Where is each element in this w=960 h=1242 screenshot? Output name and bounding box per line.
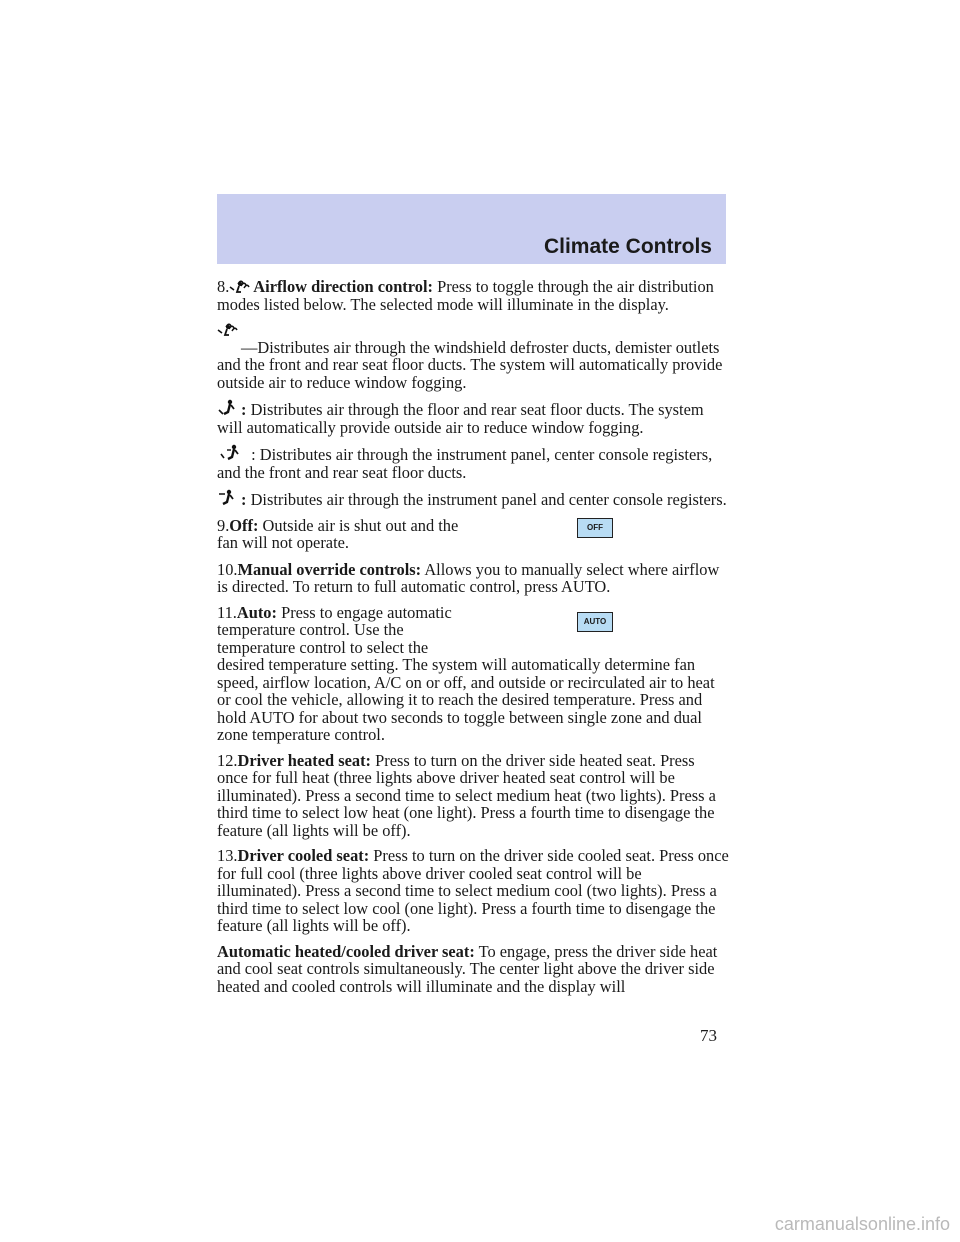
floor-icon — [217, 399, 239, 417]
off-button-illustration: OFF — [577, 518, 613, 538]
panel-icon — [217, 489, 239, 507]
item-11-text-block — [217, 604, 467, 657]
panel-floor-icon — [217, 444, 245, 462]
item-13-driver-cooled-seat — [217, 847, 729, 935]
mode-panel — [217, 489, 729, 509]
item-text: Press to toggle through the air distribution modes listed below. The selected mode will illuminate in the display. — [217, 277, 714, 314]
item-10-manual-override — [217, 561, 729, 596]
item-text: Press to turn on the driver side cooled seat. Press once for full cool (three lights above driver cooled seat control will be illuminated). Press a second time to select medium cool (two lights). Press a third time to select low cool (one light). Press a fourth time to disengage the feature (all lights will be off). — [217, 846, 729, 935]
item-text: Press to engage automatic temperature control. Use the temperature control to select the — [217, 602, 452, 657]
item-text: Allows you to manually select where airflow is directed. To return to full automatic control, press AUTO. — [217, 559, 720, 596]
item-number: 8. — [217, 277, 230, 296]
item-12-driver-heated-seat — [217, 752, 729, 840]
colon: : — [241, 400, 247, 419]
watermark: carmanualsonline.info — [774, 1214, 950, 1234]
page-number: 73 — [700, 1026, 717, 1045]
item-9-off — [217, 517, 729, 552]
item-number: 10. — [217, 559, 238, 579]
item-heading: Airflow direction control: — [253, 277, 433, 296]
mode-text: : Distributes air through the instrument panel, center console registers, and the front and rear seat floor ducts. — [217, 445, 713, 482]
item-heading: Off: — [229, 515, 259, 535]
item-9-text-block — [217, 517, 467, 552]
item-number: 13. — [217, 846, 238, 865]
auto-button-illustration: AUTO — [577, 612, 613, 632]
mode-text: —Distributes air through the windshield defroster ducts, demister outlets and the front and rear seat floor ducts. The system will automatically provide outside air to reduce window fogging. — [217, 337, 723, 392]
mode-defrost-floor — [217, 321, 729, 391]
mode-text: Distributes air through the floor and rear seat floor ducts. The system will automatically provide outside air to reduce window fogging. — [217, 400, 704, 437]
item-heading: Driver heated seat: — [237, 750, 372, 770]
item-number: 11. — [217, 602, 237, 622]
defrost-floor-icon — [217, 321, 243, 337]
colon: : — [241, 490, 247, 509]
automatic-heated-cooled-seat — [217, 943, 729, 996]
item-number: 9. — [217, 515, 230, 535]
item-11-continued: desired temperature setting. The system will automatically determine fan speed, airflow location, A/C on or off, and outside or recirculated air to heat or cool the vehicle, allowing it to reach the desired temperature. Press and hold AUTO for about two seconds to toggle between single zone and dual zone temperature control. — [217, 655, 715, 744]
item-8-airflow-direction — [217, 278, 729, 313]
item-heading: Automatic heated/cooled driver seat: — [217, 941, 475, 961]
item-text: Press to turn on the driver side heated seat. Press once for full heat (three lights above driver heated seat control will be illuminated). Press a second time to select medium heat (two lights). Press a third time to select low heat (one light). Press a fourth time to disengage the feature (all lights will be off). — [217, 750, 716, 840]
defrost-floor-icon — [229, 278, 251, 294]
mode-panel-floor — [217, 444, 729, 481]
mode-floor — [217, 399, 729, 436]
section-title: Climate Controls — [543, 235, 712, 258]
mode-text: Distributes air through the instrument panel and center console registers. — [250, 490, 727, 509]
section-header-band — [217, 194, 726, 264]
manual-body — [217, 278, 729, 1003]
item-heading: Auto: — [236, 602, 277, 622]
item-11-auto — [217, 604, 729, 657]
item-heading: Driver cooled seat: — [237, 846, 370, 865]
item-number: 12. — [217, 750, 238, 770]
item-text: Outside air is shut out and the fan will not operate. — [217, 515, 459, 552]
item-heading: Manual override controls: — [237, 559, 422, 579]
item-text: To engage, press the driver side heat and cool seat controls simultaneously. The center light above the driver side heated and cooled controls will illuminate and the display will — [217, 941, 718, 996]
